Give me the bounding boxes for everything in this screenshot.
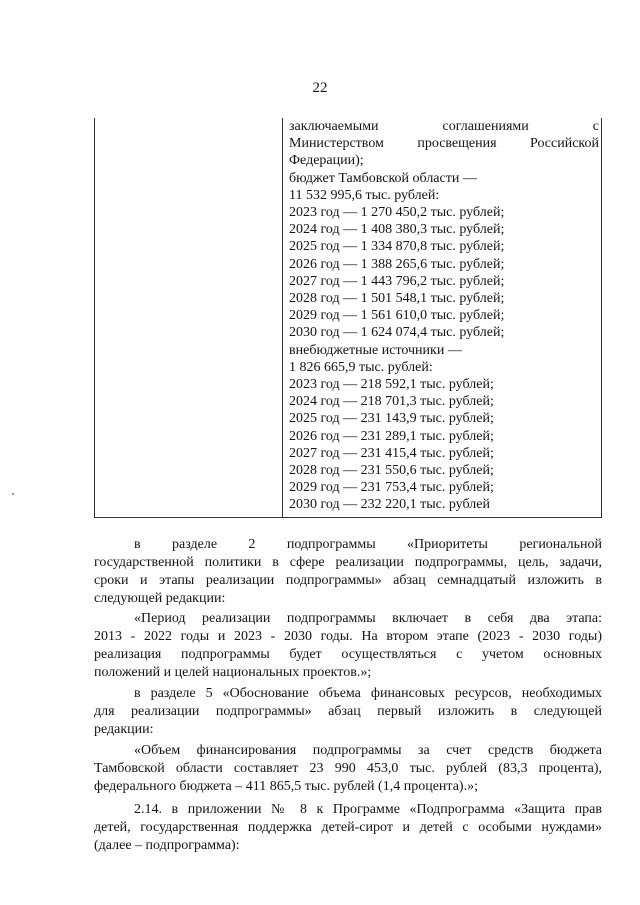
paragraph-line: 2.14. в приложении № 8 к Программе «Подпрограмма «Защита прав — [134, 802, 602, 817]
paragraph-section-2 — [94, 536, 602, 608]
paragraph-line: реализация подпрограммы будет осуществляться с учетом основных — [94, 647, 602, 662]
paragraph-financing-quote — [94, 742, 602, 796]
table-line: 2024 год — 1 408 380,3 тыс. рублей; — [289, 222, 505, 238]
table-line: 1 826 665,9 тыс. рублей: — [289, 359, 433, 375]
table-line: заключаемыми соглашениями с — [289, 119, 599, 134]
financing-table — [94, 118, 602, 518]
paragraph-line: 2013 - 2022 годы и 2023 - 2030 годы. На втором этапе (2023 - 2030 годы) — [94, 629, 602, 644]
table-line: Федерации); — [289, 153, 364, 169]
page-number: 22 — [312, 80, 328, 96]
paragraph-period-quote — [94, 610, 602, 682]
table-line: 2025 год — 1 334 870,8 тыс. рублей; — [289, 239, 505, 255]
table-line: 2030 год — 232 220,1 тыс. рублей — [289, 497, 490, 513]
table-line: 2030 год — 1 624 074,4 тыс. рублей; — [289, 325, 505, 341]
table-line: 11 532 995,6 тыс. рублей: — [289, 187, 440, 203]
table-line: 2026 год — 1 388 265,6 тыс. рублей; — [289, 256, 505, 272]
paragraph-line: положений и целей национальных проектов.»; — [94, 665, 372, 680]
table-line: 2026 год — 231 289,1 тыс. рублей; — [289, 428, 494, 444]
table-line: 2027 год — 231 415,4 тыс. рублей; — [289, 445, 494, 461]
paragraph-line: «Объем финансирования подпрограммы за счет средств бюджета — [134, 743, 602, 758]
paragraph-line: в разделе 2 подпрограммы «Приоритеты региональной — [134, 537, 602, 552]
table-line: 2023 год — 1 270 450,2 тыс. рублей; — [289, 205, 505, 221]
table-line: 2028 год — 231 550,6 тыс. рублей; — [289, 463, 494, 479]
table-line: внебюджетные источники — — [289, 342, 462, 358]
paragraph-section-5 — [94, 685, 602, 739]
paragraph-line: сроки и этапы реализации подпрограммы» абзац семнадцатый изложить в — [94, 573, 602, 588]
paragraph-appendix-8 — [94, 801, 602, 855]
table-line: 2025 год — 231 143,9 тыс. рублей; — [289, 411, 494, 427]
table-line: 2029 год — 231 753,4 тыс. рублей; — [289, 480, 494, 496]
table-column-divider — [282, 118, 283, 517]
table-line: 2029 год — 1 561 610,0 тыс. рублей; — [289, 308, 505, 324]
table-line: бюджет Тамбовской области — — [289, 170, 477, 186]
document-body — [94, 536, 602, 855]
table-line: 2024 год — 218 701,3 тыс. рублей; — [289, 394, 494, 410]
paragraph-line: Тамбовской области составляет 23 990 453,0 тыс. рублей (83,3 процента), — [94, 761, 602, 776]
table-line: 2028 год — 1 501 548,1 тыс. рублей; — [289, 291, 505, 307]
paragraph-line: (далее – подпрограмма): — [94, 838, 240, 853]
paragraph-line: редакции: — [94, 722, 154, 737]
table-line: 2027 год — 1 443 796,2 тыс. рублей; — [289, 273, 505, 289]
table-line: Министерством просвещения Российской — [289, 136, 599, 152]
paragraph-line: детей, государственная поддержка детей-сирот и детей с особыми нуждами» — [94, 820, 602, 835]
table-line: 2023 год — 218 592,1 тыс. рублей; — [289, 377, 494, 393]
table-financing-cell — [289, 118, 599, 514]
paragraph-line: в разделе 5 «Обоснование объема финансовых ресурсов, необходимых — [134, 686, 602, 701]
paragraph-line: следующей редакции: — [94, 591, 226, 606]
scan-speck — [12, 493, 14, 495]
paragraph-line: федерального бюджета – 411 865,5 тыс. рублей (1,4 процента).»; — [94, 779, 478, 794]
paragraph-line: государственной политики в сфере реализации подпрограммы, цель, задачи, — [94, 555, 602, 570]
paragraph-line: для реализации подпрограммы» абзац первый изложить в следующей — [94, 704, 602, 719]
paragraph-line: «Период реализации подпрограммы включает в себя два этапа: — [134, 611, 602, 626]
